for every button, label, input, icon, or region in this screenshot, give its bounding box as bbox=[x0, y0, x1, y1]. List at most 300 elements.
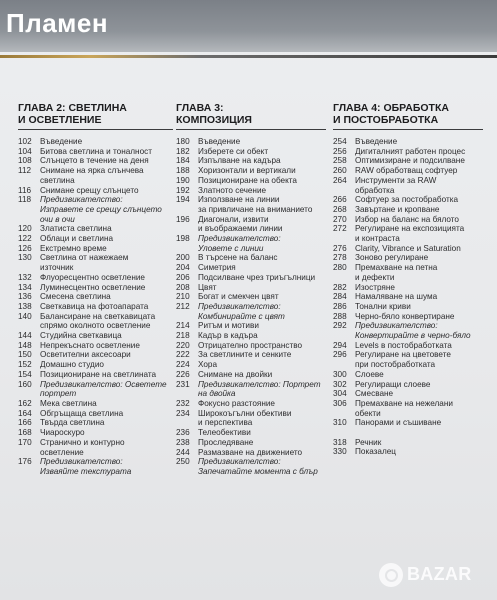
entry-title: Кадър в кадъра bbox=[198, 331, 258, 341]
page-number: 182 bbox=[176, 146, 190, 156]
toc-entry bbox=[333, 156, 483, 166]
toc-entry bbox=[333, 292, 483, 302]
toc-entry bbox=[333, 224, 483, 234]
toc-entry bbox=[18, 244, 173, 254]
toc-entry bbox=[333, 409, 483, 419]
page-number: 160 bbox=[18, 379, 32, 389]
entry-title: Премахване на петна bbox=[355, 263, 438, 273]
gold-divider-rule bbox=[0, 55, 497, 58]
toc-entry bbox=[333, 447, 483, 457]
toc-entry bbox=[176, 448, 326, 458]
toc-entry bbox=[333, 147, 483, 157]
entry-title: очи в очи bbox=[40, 214, 75, 224]
toc-entry bbox=[176, 302, 326, 312]
entry-title: при постобработката bbox=[355, 360, 436, 370]
chapter-title bbox=[333, 102, 483, 130]
page-number: 234 bbox=[176, 408, 190, 418]
toc-entry bbox=[333, 166, 483, 176]
entry-title: Мека светлина bbox=[40, 398, 97, 408]
entry-title: Луминесцентно осветление bbox=[40, 282, 146, 292]
toc-entry bbox=[18, 341, 173, 351]
toc-entry bbox=[333, 321, 483, 331]
toc-entry bbox=[176, 321, 326, 331]
entry-title: Премахване на нежелани bbox=[355, 398, 453, 408]
page-number: 168 bbox=[18, 428, 32, 438]
page-number bbox=[176, 467, 198, 477]
entry-title: Намаляване на шума bbox=[355, 292, 438, 302]
page-number: 260 bbox=[333, 166, 347, 176]
toc-entry bbox=[176, 195, 326, 205]
toc-entry bbox=[333, 428, 483, 438]
toc-entry bbox=[18, 312, 173, 322]
page-number bbox=[333, 273, 355, 283]
toc-entry bbox=[176, 418, 326, 428]
entry-title: Домашно студио bbox=[40, 360, 104, 370]
page-number bbox=[333, 360, 355, 370]
entry-title: Избор на баланс на бялото bbox=[355, 214, 459, 224]
page-number bbox=[18, 215, 40, 225]
entry-title: Слънцето в течение на деня bbox=[40, 156, 149, 166]
entry-title: Дигиталният работен процес bbox=[355, 146, 466, 156]
toc-entry bbox=[18, 331, 173, 341]
page-number: 190 bbox=[176, 175, 190, 185]
entry-title: Балансиране на светкавицата bbox=[40, 311, 156, 321]
toc-entry bbox=[176, 438, 326, 448]
toc-entry bbox=[176, 263, 326, 273]
entry-title: Златното сечение bbox=[198, 185, 267, 195]
entry-title: Регулиране на цветовете bbox=[355, 350, 451, 360]
page-number: 112 bbox=[18, 166, 32, 176]
entry-title: Подсилване чрез триъгълници bbox=[198, 272, 316, 282]
entry-title: Обгръщаща светлина bbox=[40, 408, 124, 418]
toc-entry bbox=[18, 389, 173, 399]
page-number: 164 bbox=[18, 408, 32, 418]
page-number bbox=[333, 409, 355, 419]
entry-title: Снимане на ярка слънчева bbox=[40, 166, 144, 176]
page-number: 218 bbox=[176, 331, 190, 341]
toc-entry bbox=[333, 253, 483, 263]
toc-entry bbox=[333, 370, 483, 380]
entry-title: Осветителни аксесоари bbox=[40, 350, 131, 360]
chapter-title-line: КОМПОЗИЦИЯ bbox=[176, 114, 252, 126]
entry-title: Слоеве bbox=[355, 369, 384, 379]
page-number bbox=[18, 263, 40, 273]
toc-entry bbox=[18, 448, 173, 458]
page-number: 214 bbox=[176, 321, 190, 331]
bazar-watermark bbox=[379, 562, 489, 588]
page-number bbox=[18, 389, 40, 399]
toc-entry bbox=[18, 156, 173, 166]
entry-title: Предизвикателство: Осветете bbox=[40, 379, 167, 389]
page-number: 192 bbox=[176, 185, 190, 195]
toc-entry bbox=[333, 380, 483, 390]
toc-entry bbox=[333, 283, 483, 293]
entry-title: Хоризонтали и вертикали bbox=[198, 166, 296, 176]
page-number: 302 bbox=[333, 379, 347, 389]
page-number bbox=[176, 389, 198, 399]
toc-entry bbox=[176, 215, 326, 225]
toc-entry bbox=[333, 302, 483, 312]
entry-title: RAW обработващ софтуер bbox=[355, 166, 458, 176]
page-number: 134 bbox=[18, 282, 32, 292]
entry-title: Запечатайте момента с блър bbox=[198, 466, 318, 476]
toc-entry bbox=[18, 321, 173, 331]
page-number: 162 bbox=[18, 398, 32, 408]
entry-title: Проследяване bbox=[198, 437, 254, 447]
page-number: 306 bbox=[333, 398, 347, 408]
page-number: 288 bbox=[333, 311, 347, 321]
toc-entry bbox=[176, 428, 326, 438]
entry-title: Изостряне bbox=[355, 282, 395, 292]
page-number: 276 bbox=[333, 243, 347, 253]
toc-entry bbox=[18, 273, 173, 283]
entry-title: Размазване на движението bbox=[198, 447, 303, 457]
toc-entry bbox=[18, 418, 173, 428]
toc-entry bbox=[18, 380, 173, 390]
page-number: 132 bbox=[18, 272, 32, 282]
toc-entry bbox=[18, 147, 173, 157]
page-number bbox=[176, 418, 198, 428]
toc-entry bbox=[176, 234, 326, 244]
page-number: 148 bbox=[18, 340, 32, 350]
toc-entry bbox=[176, 253, 326, 263]
page-number: 138 bbox=[18, 301, 32, 311]
chapter-column-4 bbox=[333, 102, 483, 457]
toc-entry bbox=[18, 350, 173, 360]
toc-entry bbox=[176, 283, 326, 293]
entry-title: Ритъм и мотиви bbox=[198, 321, 259, 331]
entry-title: Предизвикателство: Портрет bbox=[198, 379, 321, 389]
toc-entry bbox=[176, 156, 326, 166]
toc-entry bbox=[18, 234, 173, 244]
entry-title: Зоново регулиране bbox=[355, 253, 429, 263]
page-number: 212 bbox=[176, 301, 190, 311]
page-number bbox=[176, 224, 198, 234]
entry-title: Оптимизиране и подсилване bbox=[355, 156, 465, 166]
toc-entry bbox=[333, 389, 483, 399]
toc-entry bbox=[18, 370, 173, 380]
toc-entry bbox=[18, 176, 173, 186]
entry-title: Конвертирайте в черно-бяло bbox=[355, 331, 471, 341]
toc-entry bbox=[333, 215, 483, 225]
page-number: 304 bbox=[333, 389, 347, 399]
page-number: 220 bbox=[176, 340, 190, 350]
toc-entry bbox=[18, 137, 173, 147]
toc-entry bbox=[333, 234, 483, 244]
toc-entry bbox=[176, 224, 326, 234]
watermark-text: BAZAR bbox=[407, 564, 472, 584]
page-number: 310 bbox=[333, 418, 347, 428]
page-number bbox=[18, 448, 40, 458]
entry-title: Странично и контурно bbox=[40, 437, 125, 447]
entry-title: Софтуер за постобработка bbox=[355, 195, 459, 205]
page-number bbox=[176, 205, 198, 215]
entry-title: Снимане срещу слънцето bbox=[40, 185, 139, 195]
toc-entry bbox=[18, 253, 173, 263]
page-number: 238 bbox=[176, 437, 190, 447]
entry-title: Позициониране на светлината bbox=[40, 369, 157, 379]
brand-title: Пламен bbox=[6, 8, 109, 38]
entry-title: Речник bbox=[355, 437, 382, 447]
entry-title: Облаци и светлина bbox=[40, 234, 114, 244]
page-number: 294 bbox=[333, 340, 347, 350]
entry-title: обекти bbox=[355, 408, 381, 418]
toc-entry bbox=[333, 438, 483, 448]
page-number bbox=[18, 321, 40, 331]
entry-title: осветление bbox=[40, 447, 84, 457]
entry-title: Цвят bbox=[198, 282, 217, 292]
entry-title: за привличане на вниманието bbox=[198, 204, 313, 214]
toc-entry bbox=[176, 409, 326, 419]
page-number: 284 bbox=[333, 292, 347, 302]
entry-title: Предизвикателство: bbox=[40, 195, 123, 205]
entry-title: на двойка bbox=[198, 389, 236, 399]
entry-title: Битова светлина и тоналност bbox=[40, 146, 152, 156]
page-number: 102 bbox=[18, 137, 32, 146]
entry-title: и контраста bbox=[355, 234, 400, 244]
entry-title: Снимане на двойки bbox=[198, 369, 273, 379]
entry-title: Чиароскуро bbox=[40, 428, 85, 438]
toc-entry bbox=[176, 244, 326, 254]
page-number bbox=[333, 186, 355, 196]
toc-entry bbox=[18, 292, 173, 302]
toc-entry bbox=[176, 380, 326, 390]
toc-entry bbox=[176, 186, 326, 196]
page-number: 206 bbox=[176, 272, 190, 282]
toc-entry bbox=[333, 263, 483, 273]
toc-entry bbox=[176, 341, 326, 351]
entry-title: Студийна светкавица bbox=[40, 331, 122, 341]
page-number: 254 bbox=[333, 137, 347, 146]
toc-entry bbox=[176, 399, 326, 409]
page-number: 170 bbox=[18, 437, 32, 447]
chapter-title-line: И ОСВЕТЛЕНИЕ bbox=[18, 114, 102, 126]
toc-entry bbox=[333, 399, 483, 409]
page-number: 204 bbox=[176, 263, 190, 273]
page-number: 250 bbox=[176, 457, 190, 467]
toc-entry bbox=[176, 176, 326, 186]
chapter-title-line: ГЛАВА 3: bbox=[176, 102, 224, 114]
toc-entry bbox=[18, 205, 173, 215]
entry-title: Въведение bbox=[198, 137, 241, 146]
page-number: 198 bbox=[176, 234, 190, 244]
toc-entry bbox=[18, 195, 173, 205]
entry-title: и въображаеми линии bbox=[198, 224, 283, 234]
page-number: 208 bbox=[176, 282, 190, 292]
page-number: 184 bbox=[176, 156, 190, 166]
entry-title: и перспектива bbox=[198, 418, 253, 428]
chapter-title bbox=[18, 102, 173, 130]
entry-title: Предизвикателство: bbox=[40, 457, 123, 467]
entry-title: Предизвикателство: bbox=[198, 301, 281, 311]
page-number bbox=[18, 467, 40, 477]
toc-entry bbox=[18, 283, 173, 293]
entry-title bbox=[355, 428, 483, 438]
toc-entry bbox=[333, 176, 483, 186]
toc-entry bbox=[176, 389, 326, 399]
page-number: 196 bbox=[176, 214, 190, 224]
page-number: 154 bbox=[18, 369, 32, 379]
toc-entry bbox=[18, 467, 173, 477]
entry-title: Инструменти за RAW bbox=[355, 175, 437, 185]
toc-entry bbox=[18, 409, 173, 419]
page-number: 292 bbox=[333, 321, 347, 331]
header-bar bbox=[0, 0, 497, 52]
chapter-title bbox=[176, 102, 326, 130]
page-number: 282 bbox=[333, 282, 347, 292]
entry-title: светлина bbox=[40, 175, 75, 185]
entry-title: Флуоресцентно осветление bbox=[40, 272, 145, 282]
entry-title: Симетрия bbox=[198, 263, 236, 273]
page-number: 130 bbox=[18, 253, 32, 263]
entry-title: източник bbox=[40, 263, 74, 273]
toc-entry bbox=[18, 166, 173, 176]
page-number: 286 bbox=[333, 301, 347, 311]
toc-list bbox=[18, 137, 173, 477]
entry-title: Широкоъгълни обективи bbox=[198, 408, 292, 418]
toc-entry bbox=[333, 186, 483, 196]
toc-entry bbox=[176, 467, 326, 477]
page-number: 256 bbox=[333, 146, 347, 156]
toc-entry bbox=[333, 418, 483, 428]
entry-title: Позициониране на обекта bbox=[198, 175, 297, 185]
page-number: 180 bbox=[176, 137, 190, 146]
toc-entry bbox=[333, 341, 483, 351]
entry-title: Черно-бяло конвертиране bbox=[355, 311, 455, 321]
entry-title: Предизвикателство: bbox=[355, 321, 438, 331]
page-number: 210 bbox=[176, 292, 190, 302]
entry-title: Изправете се срещу слънцето bbox=[40, 204, 162, 214]
toc-entry bbox=[333, 273, 483, 283]
page-number: 200 bbox=[176, 253, 190, 263]
page-number: 318 bbox=[333, 437, 347, 447]
entry-title: и дефекти bbox=[355, 272, 395, 282]
page-number: 150 bbox=[18, 350, 32, 360]
entry-title: Смесване bbox=[355, 389, 394, 399]
toc-entry bbox=[176, 166, 326, 176]
entry-title: Екстремно време bbox=[40, 243, 107, 253]
toc-entry bbox=[18, 438, 173, 448]
page-number: 166 bbox=[18, 418, 32, 428]
page-number: 152 bbox=[18, 360, 32, 370]
toc-entry bbox=[333, 205, 483, 215]
page-number: 244 bbox=[176, 447, 190, 457]
page-number: 188 bbox=[176, 166, 190, 176]
toc-entry bbox=[176, 137, 326, 147]
page-number: 266 bbox=[333, 195, 347, 205]
entry-title: Хора bbox=[198, 360, 218, 370]
entry-title: Непрекъснато осветление bbox=[40, 340, 140, 350]
page-number: 194 bbox=[176, 195, 190, 205]
entry-title: Светлина от нажежаем bbox=[40, 253, 129, 263]
toc-entry bbox=[18, 302, 173, 312]
page-number: 136 bbox=[18, 292, 32, 302]
bazar-logo-icon bbox=[379, 563, 403, 587]
toc-entry bbox=[18, 263, 173, 273]
page-number: 300 bbox=[333, 369, 347, 379]
page-number: 104 bbox=[18, 146, 32, 156]
toc-entry bbox=[18, 215, 173, 225]
toc-entry bbox=[18, 457, 173, 467]
page-number: 268 bbox=[333, 204, 347, 214]
entry-title: обработка bbox=[355, 185, 395, 195]
entry-title: Твърда светлина bbox=[40, 418, 105, 428]
entry-title: Изпълване на кадъра bbox=[198, 156, 281, 166]
page-number: 236 bbox=[176, 428, 190, 438]
toc-entry bbox=[333, 331, 483, 341]
entry-title: Уловете с линии bbox=[198, 243, 264, 253]
entry-title: Регулиращи слоеве bbox=[355, 379, 431, 389]
page-number: 272 bbox=[333, 224, 347, 234]
entry-title: Тонални криви bbox=[355, 301, 411, 311]
entry-title: Завъртане и кропване bbox=[355, 204, 440, 214]
toc-entry bbox=[176, 331, 326, 341]
toc-entry bbox=[18, 428, 173, 438]
page-number: 126 bbox=[18, 243, 32, 253]
chapter-column-2 bbox=[18, 102, 173, 477]
toc-entry bbox=[176, 292, 326, 302]
toc-list bbox=[333, 137, 483, 457]
toc-entry bbox=[18, 224, 173, 234]
toc-entry bbox=[176, 312, 326, 322]
page-number: 108 bbox=[18, 156, 32, 166]
entry-title: Levels в постобработката bbox=[355, 340, 452, 350]
entry-title: Регулиране на експозицията bbox=[355, 224, 465, 234]
page-number bbox=[18, 176, 40, 186]
page-number bbox=[176, 244, 198, 254]
page-number: 278 bbox=[333, 253, 347, 263]
page-number bbox=[18, 205, 40, 215]
entry-title: В търсене на баланс bbox=[198, 253, 278, 263]
entry-title: Диагонали, извити bbox=[198, 214, 269, 224]
toc-entry bbox=[176, 370, 326, 380]
page-number: 330 bbox=[333, 447, 347, 457]
page-number: 176 bbox=[18, 457, 32, 467]
entry-title: Богат и смекчен цвят bbox=[198, 292, 279, 302]
entry-title: Комбинирайте с цвят bbox=[198, 311, 285, 321]
page-number: 270 bbox=[333, 214, 347, 224]
chapter-title-line: ГЛАВА 4: ОБРАБОТКА bbox=[333, 102, 449, 114]
page-number: 120 bbox=[18, 224, 32, 234]
page-number: 258 bbox=[333, 156, 347, 166]
toc-entry bbox=[333, 312, 483, 322]
entry-title: Въведение bbox=[355, 137, 398, 146]
page-number: 232 bbox=[176, 398, 190, 408]
toc-entry bbox=[18, 360, 173, 370]
toc-entry bbox=[18, 186, 173, 196]
chapter-column-3 bbox=[176, 102, 326, 477]
entry-title: Златиста светлина bbox=[40, 224, 112, 234]
toc-entry bbox=[176, 273, 326, 283]
entry-title: Телеобективи bbox=[198, 428, 251, 438]
entry-title: Използване на линии bbox=[198, 195, 280, 205]
entry-title: Отрицателно пространство bbox=[198, 340, 303, 350]
page-number bbox=[333, 234, 355, 244]
entry-title: Смесена светлина bbox=[40, 292, 111, 302]
page-number: 222 bbox=[176, 350, 190, 360]
toc-entry bbox=[176, 457, 326, 467]
entry-title: Въведение bbox=[40, 137, 83, 146]
toc-entry bbox=[176, 360, 326, 370]
chapter-title-line: ГЛАВА 2: СВЕТЛИНА bbox=[18, 102, 127, 114]
page-number: 224 bbox=[176, 360, 190, 370]
page-number bbox=[333, 428, 355, 438]
page-number: 231 bbox=[176, 379, 190, 389]
toc-entry bbox=[333, 195, 483, 205]
entry-title: Изваяйте текстурата bbox=[40, 466, 132, 476]
entry-title: Предизвикателство: bbox=[198, 234, 281, 244]
toc-entry bbox=[18, 399, 173, 409]
